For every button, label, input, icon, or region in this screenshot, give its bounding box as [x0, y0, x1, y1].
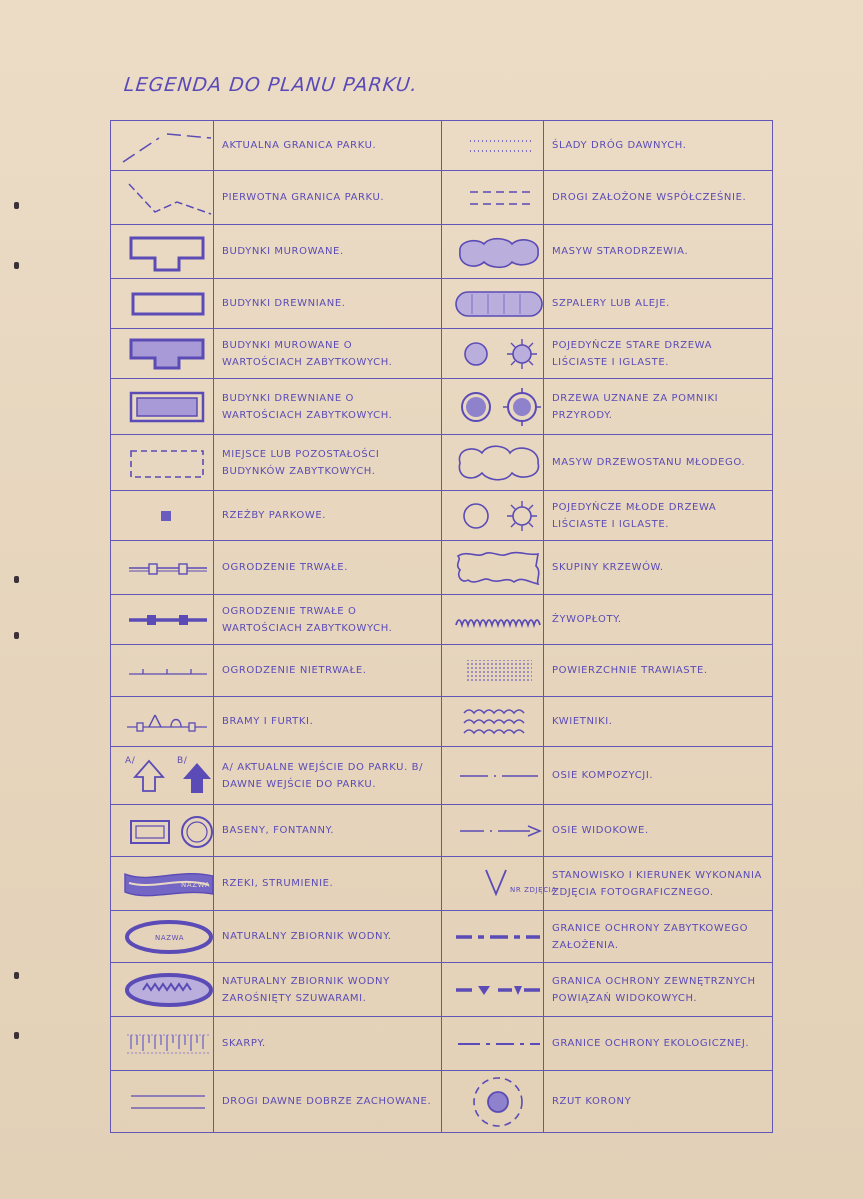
- legend-table: [110, 120, 773, 1133]
- legend-row: [111, 857, 773, 911]
- legend-label: DROGI ZAŁOŻONE WSPÓŁCZEŚNIE.: [544, 171, 773, 225]
- river-name-label: NAZWA: [181, 880, 211, 889]
- reed-overgrown-pond-symbol: [111, 963, 214, 1017]
- permanent-fence-symbol: [111, 541, 214, 595]
- legend-label: OGRODZENIE TRWAŁE.: [214, 541, 442, 595]
- legend-row: [111, 541, 773, 595]
- legend-row: [111, 747, 773, 805]
- legend-label: DRZEWA UZNANE ZA POMNIKI PRZYRODY.: [544, 379, 773, 435]
- legend-row: [111, 279, 773, 329]
- legend-label: GRANICE OCHRONY EKOLOGICZNEJ.: [544, 1017, 773, 1071]
- legend-label: DROGI DAWNE DOBRZE ZACHOWANE.: [214, 1071, 442, 1133]
- page-title: LEGENDA DO PLANU PARKU.: [122, 74, 419, 96]
- pools-fountains-symbol: [111, 805, 214, 857]
- heritage-protection-boundary-symbol: [442, 911, 544, 963]
- hedges-symbol: [442, 595, 544, 645]
- legend-label: BUDYNKI DREWNIANE O WARTOŚCIACH ZABYTKOWYCH.: [214, 379, 442, 435]
- legend-label: A/ AKTUALNE WEJŚCIE DO PARKU. B/ DAWNE WEJŚCIE DO PARKU.: [214, 747, 442, 805]
- binder-hole: [14, 632, 19, 639]
- pond-name-label: NAZWA: [155, 933, 185, 942]
- ecological-protection-boundary-symbol: [442, 1017, 544, 1071]
- legend-label: OGRODZENIE TRWAŁE O WARTOŚCIACH ZABYTKOWYCH.: [214, 595, 442, 645]
- legend-row: [111, 697, 773, 747]
- view-axes-symbol: [442, 805, 544, 857]
- grass-areas-symbol: [442, 645, 544, 697]
- shrub-clusters-symbol: [442, 541, 544, 595]
- legend-label: OGRODZENIE NIETRWAŁE.: [214, 645, 442, 697]
- legend-row: [111, 379, 773, 435]
- legend-row: [111, 805, 773, 857]
- old-tree-mass-symbol: [442, 225, 544, 279]
- current-boundary-symbol: [111, 121, 214, 171]
- tree-alley-symbol: [442, 279, 544, 329]
- binder-hole: [14, 1032, 19, 1039]
- binder-hole: [14, 262, 19, 269]
- legend-label: MASYW STARODRZEWIA.: [544, 225, 773, 279]
- young-single-trees-symbol: [442, 491, 544, 541]
- legend-label: NATURALNY ZBIORNIK WODNY.: [214, 911, 442, 963]
- legend-label: MIEJSCE LUB POZOSTAŁOŚCI BUDYNKÓW ZABYTKOWYCH.: [214, 435, 442, 491]
- legend-label: OSIE WIDOKOWE.: [544, 805, 773, 857]
- legend-label: RZEKI, STRUMIENIE.: [214, 857, 442, 911]
- heritage-brick-building-symbol: [111, 329, 214, 379]
- composition-axes-symbol: [442, 747, 544, 805]
- wooden-building-symbol: [111, 279, 214, 329]
- legend-row: [111, 645, 773, 697]
- gates-symbol: [111, 697, 214, 747]
- legend-label: KWIETNIKI.: [544, 697, 773, 747]
- legend-label: RZUT KORONY: [544, 1071, 773, 1133]
- legend-label: BUDYNKI MUROWANE O WARTOŚCIACH ZABYTKOWYCH.: [214, 329, 442, 379]
- legend-label: BUDYNKI DREWNIANE.: [214, 279, 442, 329]
- legend-label: BASENY, FONTANNY.: [214, 805, 442, 857]
- brick-building-symbol: [111, 225, 214, 279]
- legend-label: SZPALERY LUB ALEJE.: [544, 279, 773, 329]
- legend-label: PIERWOTNA GRANICA PARKU.: [214, 171, 442, 225]
- old-single-trees-symbol: [442, 329, 544, 379]
- legend-label: AKTUALNA GRANICA PARKU.: [214, 121, 442, 171]
- view-protection-boundary-symbol: [442, 963, 544, 1017]
- entrance-b-label: b/: [177, 755, 188, 766]
- heritage-wooden-building-symbol: [111, 379, 214, 435]
- legend-row: [111, 171, 773, 225]
- entrances-symbol: [111, 747, 214, 805]
- legend-row: [111, 1071, 773, 1133]
- park-sculpture-symbol: [111, 491, 214, 541]
- legend-label: STANOWISKO I KIERUNEK WYKONANIA ZDJĘCIA FOTOGRAFICZNEGO.: [544, 857, 773, 911]
- photo-station-symbol: [442, 857, 557, 911]
- natural-monument-trees-symbol: [442, 379, 544, 435]
- legend-row: [111, 435, 773, 491]
- young-tree-mass-symbol: [442, 435, 544, 491]
- old-preserved-roads-symbol: [111, 1071, 214, 1133]
- legend-label: BUDYNKI MUROWANE.: [214, 225, 442, 279]
- legend-label: NATURALNY ZBIORNIK WODNY ZAROŚNIĘTY SZUWARAMI.: [214, 963, 442, 1017]
- temporary-fence-symbol: [111, 645, 214, 697]
- escarpments-symbol: [111, 1017, 214, 1071]
- legend-label: POJEDYŃCZE MŁODE DRZEWA LIŚCIASTE I IGLASTE.: [544, 491, 773, 541]
- original-boundary-symbol: [111, 171, 214, 225]
- legend-row: [111, 121, 773, 171]
- legend-row: [111, 963, 773, 1017]
- legend-label: MASYW DRZEWOSTANU MŁODEGO.: [544, 435, 773, 491]
- legend-label: POJEDYŃCZE STARE DRZEWA LIŚCIASTE I IGLASTE.: [544, 329, 773, 379]
- legend-row: [111, 911, 773, 963]
- legend-label: GRANICE OCHRONY ZABYTKOWEGO ZAŁOŻENIA.: [544, 911, 773, 963]
- legend-row: [111, 1017, 773, 1071]
- binder-hole: [14, 972, 19, 979]
- crown-projection-symbol: [442, 1071, 544, 1133]
- legend-label: SKARPY.: [214, 1017, 442, 1071]
- binder-hole: [14, 202, 19, 209]
- old-roads-traces-symbol: [442, 121, 544, 171]
- rivers-streams-symbol: [111, 857, 214, 911]
- flowerbeds-symbol: [442, 697, 544, 747]
- legend-row: [111, 595, 773, 645]
- legend-label: RZEŹBY PARKOWE.: [214, 491, 442, 541]
- historic-building-remains-symbol: [111, 435, 214, 491]
- legend-row: [111, 491, 773, 541]
- legend-label: ŚLADY DRÓG DAWNYCH.: [544, 121, 773, 171]
- photo-number-label: NR ZDJĘCIA: [510, 885, 557, 894]
- natural-pond-symbol: [111, 911, 214, 963]
- legend-label: ŻYWOPŁOTY.: [544, 595, 773, 645]
- legend-row: [111, 329, 773, 379]
- legend-label: POWIERZCHNIE TRAWIASTE.: [544, 645, 773, 697]
- legend-label: SKUPINY KRZEWÓW.: [544, 541, 773, 595]
- legend-row: [111, 225, 773, 279]
- legend-label: OSIE KOMPOZYCJI.: [544, 747, 773, 805]
- heritage-permanent-fence-symbol: [111, 595, 214, 645]
- entrance-a-label: a/: [125, 755, 136, 766]
- modern-roads-symbol: [442, 171, 544, 225]
- binder-hole: [14, 576, 19, 583]
- legend-label: GRANICA OCHRONY ZEWNĘTRZNYCH POWIĄZAŃ WIDOKOWYCH.: [544, 963, 773, 1017]
- legend-label: BRAMY I FURTKI.: [214, 697, 442, 747]
